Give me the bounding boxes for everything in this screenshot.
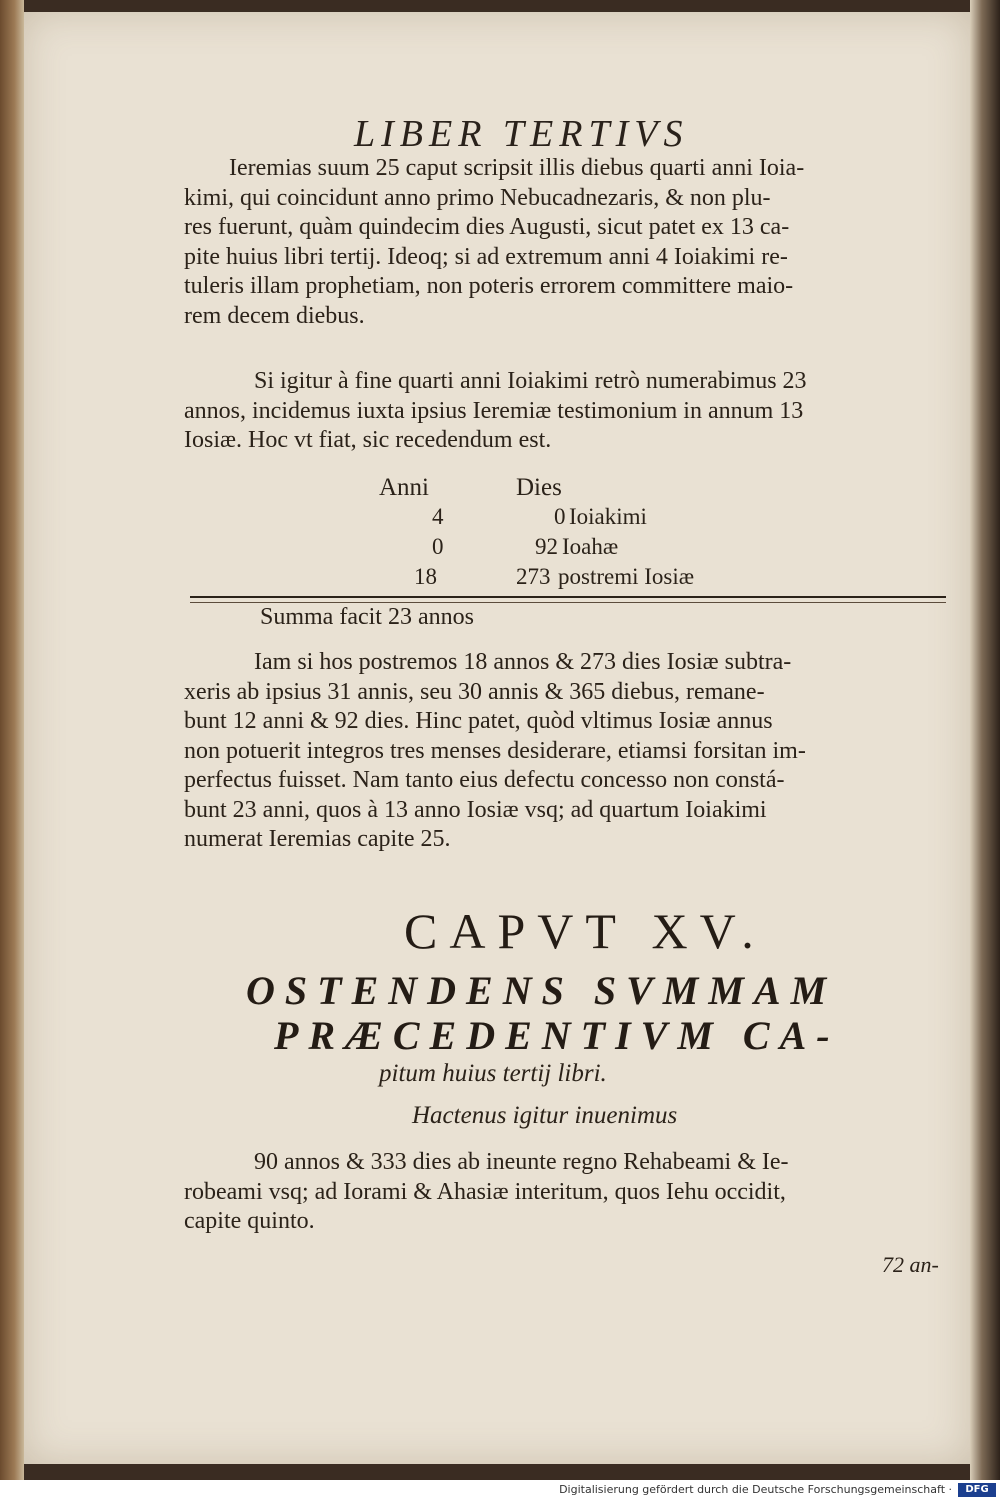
table-cell-name: Ioiakimi bbox=[569, 504, 647, 529]
table-cell-name: Ioahæ bbox=[562, 534, 619, 559]
paragraph-4 bbox=[184, 1148, 964, 1237]
text-line: Si igitur à fine quarti anni Ioiakimi retrò numerabimus 23 bbox=[254, 368, 807, 394]
table-cell-dies: 92 bbox=[535, 534, 558, 559]
table-cell-anni: 4 bbox=[432, 504, 444, 529]
page-edge bbox=[970, 0, 1000, 1480]
book-page bbox=[24, 12, 970, 1464]
table-sum: Summa facit 23 annos bbox=[260, 604, 474, 630]
text-line: capite quinto. bbox=[184, 1208, 315, 1234]
table-cell-name: postremi Iosiæ bbox=[558, 564, 695, 589]
paragraph-2 bbox=[184, 367, 964, 456]
text-line: Iam si hos postremos 18 annos & 273 dies Iosiæ subtra- bbox=[254, 649, 792, 675]
text-line: 90 annos & 333 dies ab ineunte regno Rehabeami & Ie- bbox=[254, 1149, 789, 1175]
intro-line: Hactenus igitur inuenimus bbox=[412, 1102, 678, 1129]
chapter-subtitle-end: pitum huius tertij libri. bbox=[379, 1060, 607, 1087]
running-head: LIBER TERTIVS bbox=[354, 113, 689, 155]
sum-rule-thin bbox=[190, 602, 946, 603]
book-binding bbox=[0, 0, 24, 1480]
chapter-title: CAPVT XV. bbox=[404, 903, 766, 959]
catchword: 72 an- bbox=[882, 1252, 939, 1277]
text-line: robeami vsq; ad Iorami & Ahasiæ interitum, quos Iehu occidit, bbox=[184, 1178, 786, 1205]
text-line: bunt 12 anni & 92 dies. Hinc patet, quòd vltimus Iosiæ annus bbox=[184, 708, 773, 734]
footer-bar bbox=[0, 1480, 1000, 1501]
table-cell-anni: 0 bbox=[432, 534, 444, 559]
text-line: non potuerit integros tres menses desiderare, etiamsi forsitan im- bbox=[184, 737, 806, 764]
text-line: rem decem diebus. bbox=[184, 302, 365, 329]
text-line: pite huius libri tertij. Ideoq; si ad extremum anni 4 Ioiakimi re- bbox=[184, 243, 788, 270]
table-cell-dies: 273 bbox=[516, 564, 551, 589]
text-line: kimi, qui coincidunt anno primo Nebucadnezaris, & non plu- bbox=[184, 184, 771, 211]
text-line: res fuerunt, quàm quindecim dies Augusti, sicut patet ex 13 ca- bbox=[184, 214, 790, 240]
paragraph-3 bbox=[184, 648, 964, 855]
dfg-logo-icon[interactable]: DFG bbox=[958, 1483, 996, 1497]
table-cell-dies: 0 bbox=[554, 504, 566, 529]
text-line: numerat Ieremias capite 25. bbox=[184, 826, 451, 852]
table-header-dies: Dies bbox=[516, 474, 562, 501]
text-line: bunt 23 anni, quos à 13 anno Iosiæ vsq; ad quartum Ioiakimi bbox=[184, 796, 767, 823]
text-line: xeris ab ipsius 31 annis, seu 30 annis & 365 diebus, remane- bbox=[184, 678, 765, 705]
chapter-subtitle: PRÆCEDENTIVM CA- bbox=[274, 1013, 840, 1058]
sum-rule bbox=[190, 596, 946, 598]
funding-credit: Digitalisierung gefördert durch die Deutsche Forschungsgemeinschaft · bbox=[559, 1483, 952, 1496]
chapter-subtitle: OSTENDENS SVMMAM bbox=[246, 968, 837, 1013]
text-line: Iosiæ. Hoc vt fiat, sic recedendum est. bbox=[184, 427, 552, 453]
text-line: annos, incidemus iuxta ipsius Ieremiæ testimonium in annum 13 bbox=[184, 397, 804, 424]
text-line: perfectus fuisset. Nam tanto eius defectu concesso non constá- bbox=[184, 767, 785, 793]
text-line: tuleris illam prophetiam, non poteris errorem committere maio- bbox=[184, 273, 794, 299]
paragraph-1 bbox=[184, 154, 964, 331]
text-line: Ieremias suum 25 caput scripsit illis diebus quarti anni Ioia- bbox=[229, 155, 805, 181]
table-header-anni: Anni bbox=[379, 474, 429, 501]
table-cell-anni: 18 bbox=[414, 564, 437, 589]
